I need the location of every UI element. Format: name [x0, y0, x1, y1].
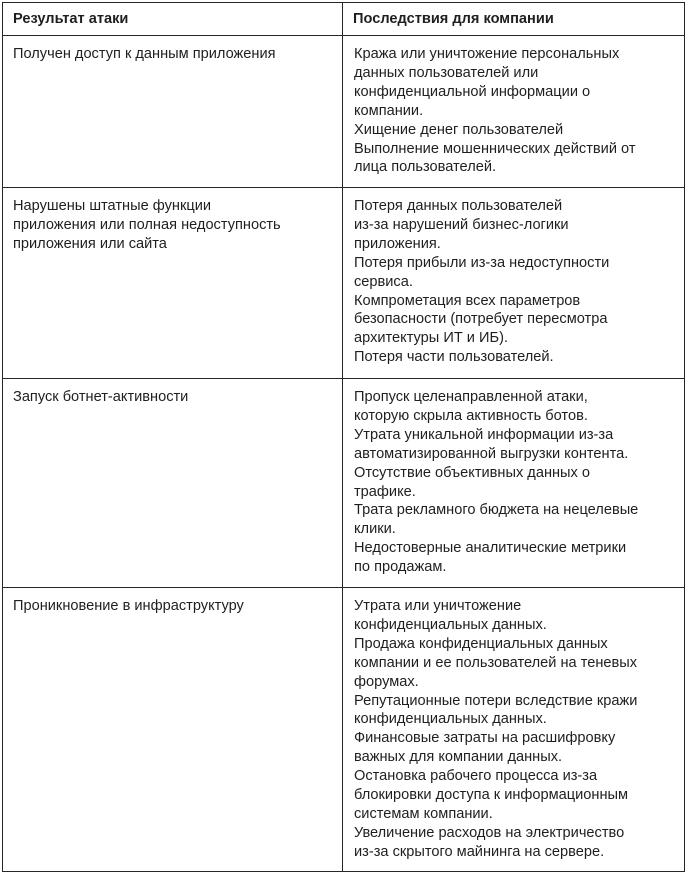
- header-consequences-label: Последствия для компании: [353, 11, 554, 27]
- header-result-label: Результат атаки: [13, 11, 129, 27]
- consequence-line: Кража или уничтожение персональных: [354, 46, 620, 62]
- table-row: [3, 36, 685, 188]
- consequence-line: Утрата или уничтожение: [354, 598, 522, 614]
- consequence-line: Хищение денег пользователей: [354, 121, 564, 138]
- consequence-line: Продажа конфиденциальных данных: [354, 635, 608, 652]
- consequence-line: клики.: [354, 521, 396, 538]
- consequence-line: трафике.: [354, 483, 416, 500]
- consequence-line: по продажам.: [354, 559, 447, 576]
- result-cell: [3, 588, 343, 872]
- consequence-line: Трата рекламного бюджета на нецелевые: [354, 502, 639, 519]
- result-line: Нарушены штатные функции: [13, 198, 212, 214]
- consequence-line: Потеря прибыли из-за недоступности: [354, 254, 610, 271]
- table-row: [3, 379, 685, 588]
- consequences-cell: [343, 36, 685, 188]
- consequence-line: автоматизированной выгрузки контента.: [354, 445, 629, 462]
- result-cell: [3, 188, 343, 379]
- consequences-cell: [343, 188, 685, 379]
- consequence-line: безопасности (потребует пересмотра: [354, 311, 608, 328]
- consequence-line: Финансовые затраты на расшифровку: [354, 730, 616, 747]
- consequence-line: системам компании.: [354, 805, 493, 822]
- consequence-line: лица пользователей.: [354, 159, 497, 176]
- consequence-line: Компрометация всех параметров: [354, 292, 581, 309]
- consequence-line: Остановка рабочего процесса из-за: [354, 768, 598, 785]
- header-row: [3, 3, 685, 36]
- consequence-line: важных для компании данных.: [354, 749, 563, 766]
- consequence-line: Увеличение расходов на электричество: [354, 824, 625, 841]
- consequence-line: Потеря части пользователей.: [354, 349, 554, 366]
- consequence-line: Потеря данных пользователей: [354, 198, 563, 214]
- consequences-cell: [343, 379, 685, 588]
- consequence-line: компании.: [354, 102, 424, 119]
- consequence-line: из-за скрытого майнинга на сервере.: [354, 843, 605, 860]
- consequence-line: из-за нарушений бизнес-логики: [354, 216, 569, 233]
- consequence-line: компании и ее пользователей на теневых: [354, 654, 638, 671]
- consequence-line: конфиденциальных данных.: [354, 616, 547, 633]
- consequence-line: архитектуры ИТ и ИБ).: [354, 330, 508, 347]
- header-cell-consequences: [343, 3, 685, 36]
- consequence-line: Отсутствие объективных данных о: [354, 464, 591, 481]
- table-header: [3, 3, 685, 36]
- result-line: Проникновение в инфраструктуру: [13, 598, 244, 614]
- consequence-line: Пропуск целенаправленной атаки,: [354, 389, 588, 405]
- table-body: [3, 36, 685, 872]
- result-cell: [3, 379, 343, 588]
- consequence-line: данных пользователей или: [354, 64, 539, 81]
- consequence-line: Недостоверные аналитические метрики: [354, 540, 627, 557]
- consequences-cell: [343, 588, 685, 872]
- consequence-line: приложения.: [354, 235, 441, 252]
- table-row: [3, 588, 685, 872]
- consequence-line: форумах.: [354, 673, 419, 690]
- header-cell-result: [3, 3, 343, 36]
- result-line: приложения или сайта: [13, 235, 167, 252]
- table-row: [3, 188, 685, 379]
- result-line: Получен доступ к данным приложения: [13, 46, 276, 62]
- result-cell: [3, 36, 343, 188]
- consequence-line: которую скрыла активность ботов.: [354, 407, 588, 424]
- consequence-line: сервиса.: [354, 273, 413, 290]
- result-line: приложения или полная недоступность: [13, 216, 281, 233]
- result-line: Запуск ботнет-активности: [13, 389, 189, 405]
- consequence-line: Выполнение мошеннических действий от: [354, 140, 636, 157]
- consequence-line: блокировки доступа к информационным: [354, 787, 629, 804]
- consequence-line: конфиденциальных данных.: [354, 711, 547, 728]
- consequence-line: Утрата уникальной информации из-за: [354, 426, 614, 443]
- consequence-line: Репутационные потери вследствие кражи: [354, 692, 638, 709]
- consequence-line: конфиденциальной информации о: [354, 83, 591, 100]
- attack-consequences-table: [2, 2, 685, 872]
